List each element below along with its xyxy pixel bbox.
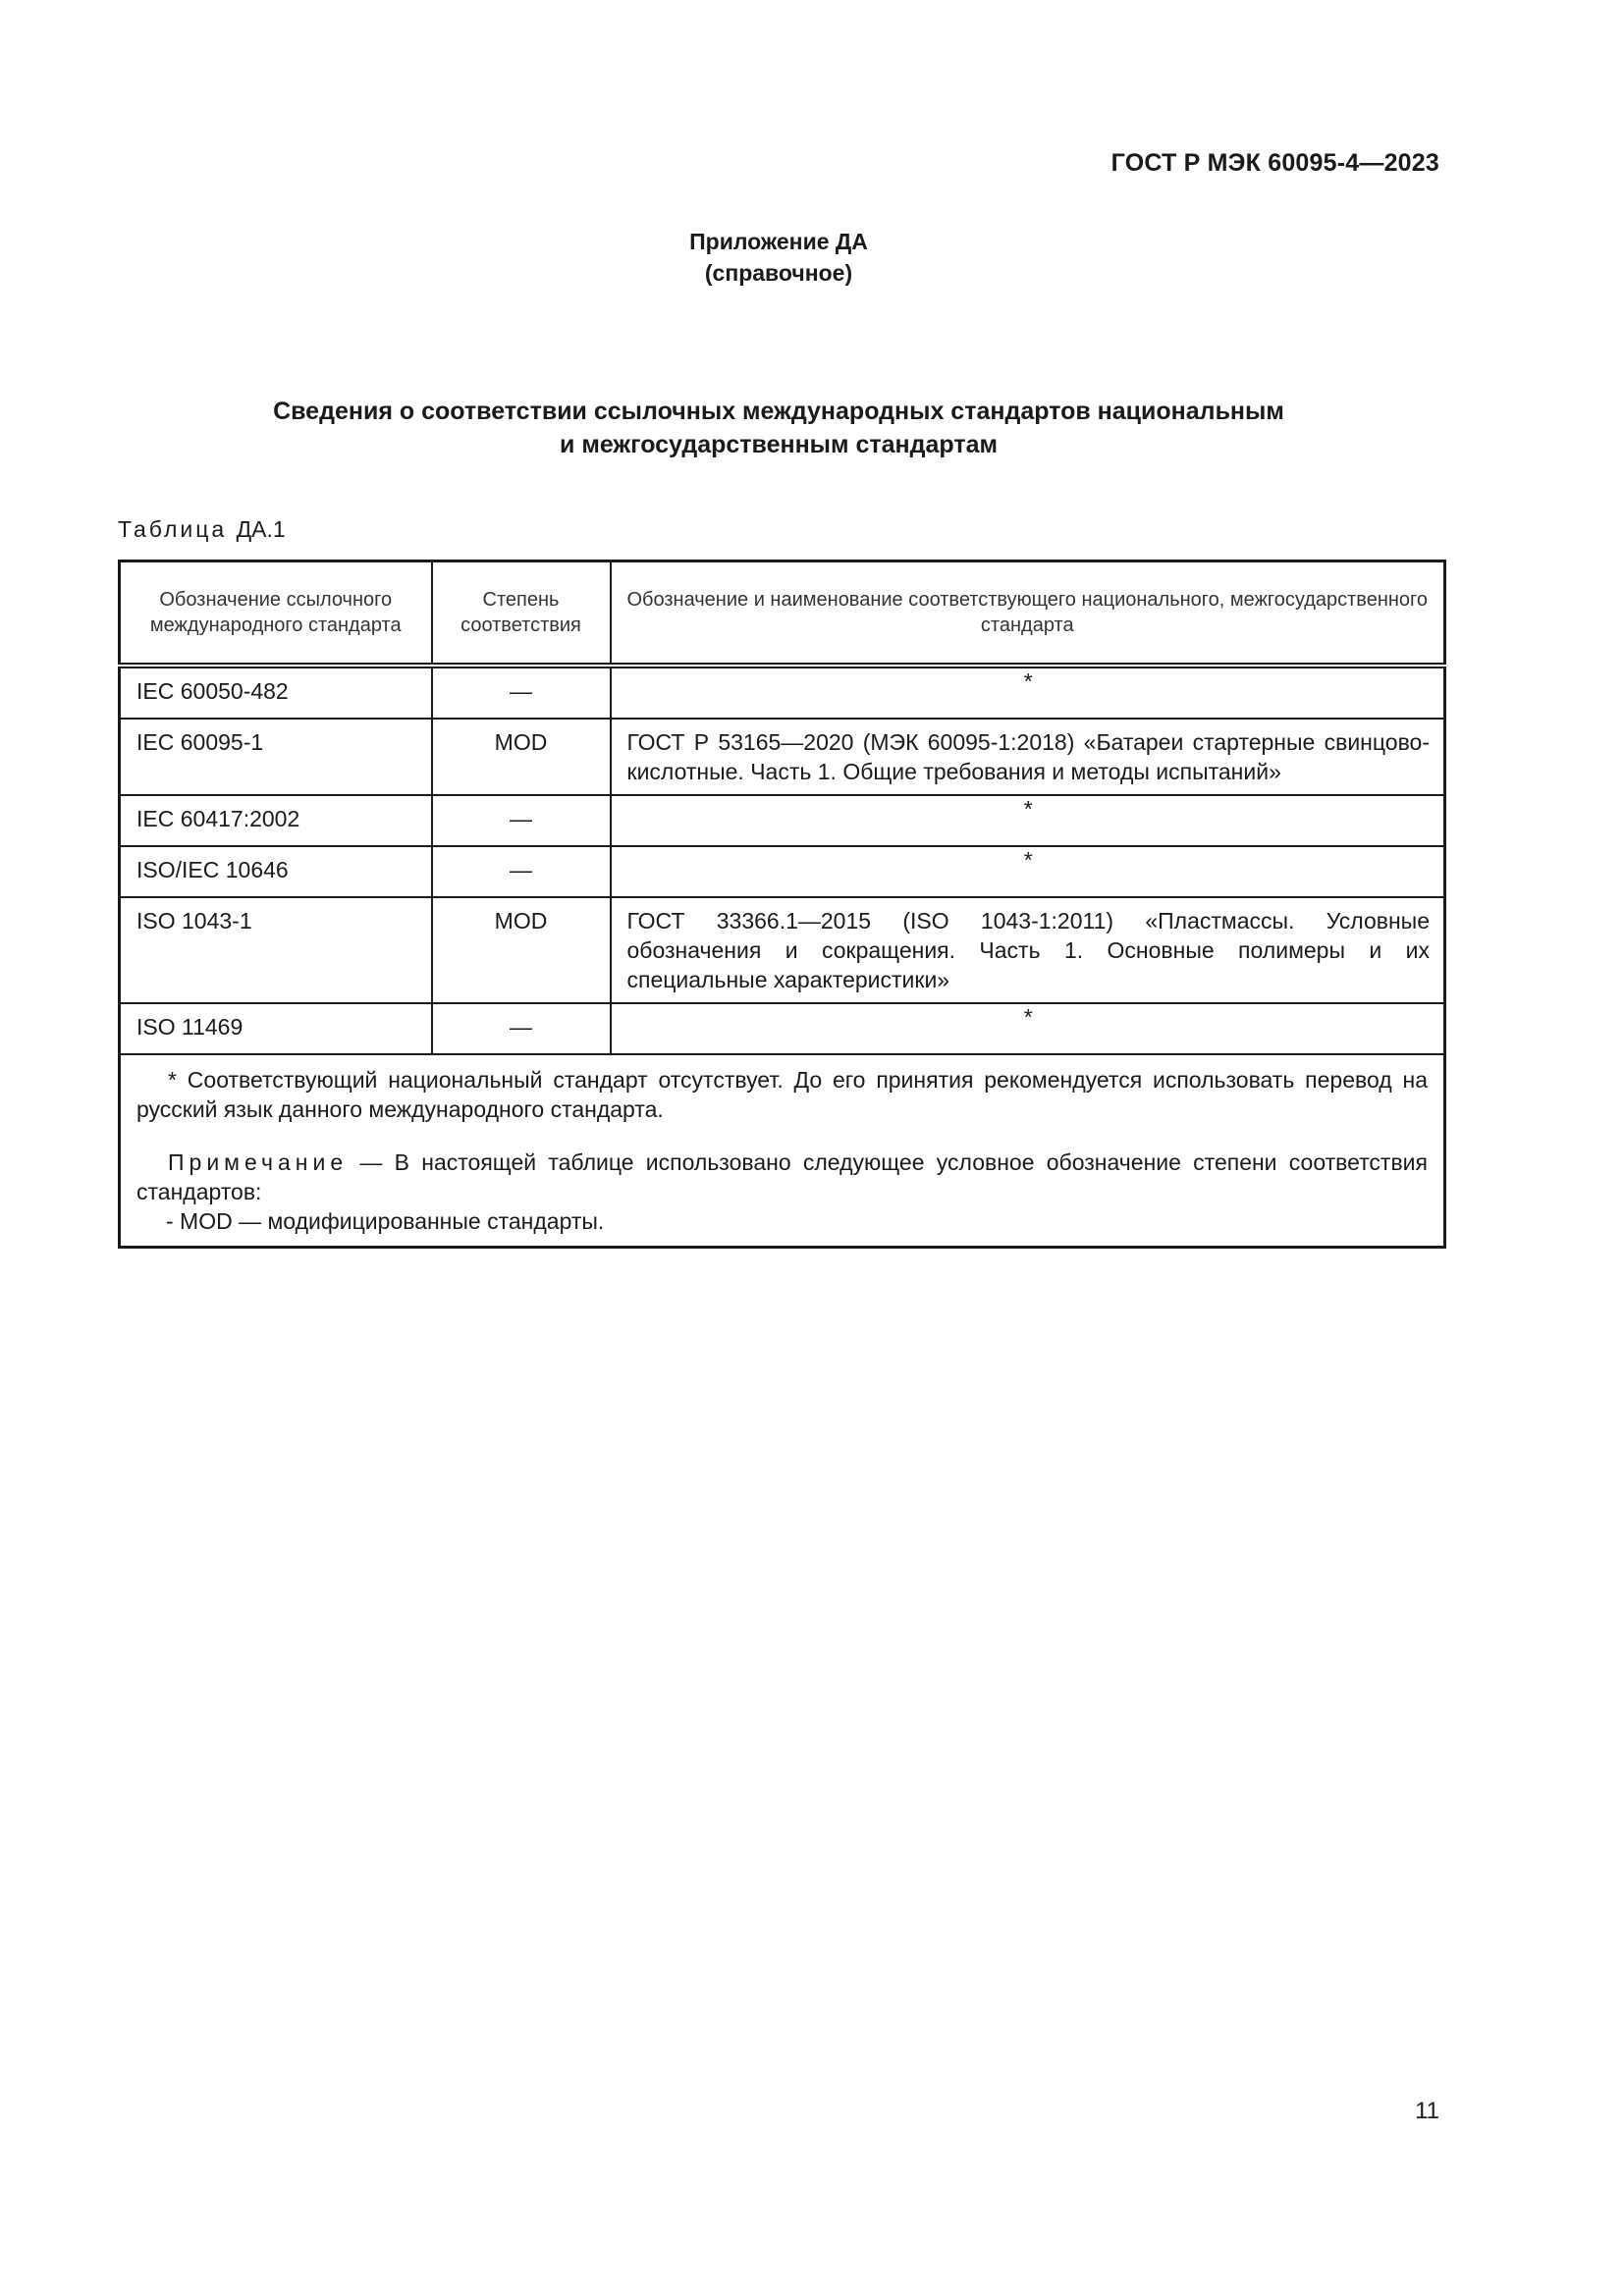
national-standard-cell: ГОСТ Р 53165—2020 (МЭК 60095-1:2018) «Батареи стартерные свинцово-кислотные. Часть 1. Общие требования и методы испытаний» bbox=[611, 719, 1445, 795]
header-ref-standard: Обозначение ссылочного международного стандарта bbox=[120, 561, 432, 667]
degree-cell: — bbox=[432, 1003, 611, 1054]
footnote-text: * Соответствующий национальный стандарт отсутствует. До его принятия рекомендуется использовать перевод на русский язык данного международного стандарта. bbox=[136, 1067, 1428, 1122]
ref-standard-cell: IEC 60095-1 bbox=[120, 719, 432, 795]
degree-cell: — bbox=[432, 846, 611, 897]
degree-cell: MOD bbox=[432, 719, 611, 795]
table-row bbox=[120, 1003, 1445, 1054]
ref-standard-cell: IEC 60050-482 bbox=[120, 666, 432, 719]
national-standard-cell: * bbox=[611, 846, 1445, 897]
correspondence-table bbox=[118, 560, 1446, 1249]
note-label: Примечание bbox=[168, 1149, 349, 1175]
ref-standard-cell: ISO 11469 bbox=[120, 1003, 432, 1054]
table-footnote-row bbox=[120, 1054, 1445, 1248]
page-number: 11 bbox=[1415, 2098, 1439, 2124]
national-standard-cell: * bbox=[611, 795, 1445, 846]
table-row bbox=[120, 666, 1445, 719]
degree-cell: MOD bbox=[432, 897, 611, 1003]
note-text: — В настоящей таблице использовано следующее условное обозначение степени соответствия стандартов: bbox=[136, 1149, 1428, 1204]
table-footnote bbox=[120, 1054, 1445, 1248]
table-row bbox=[120, 897, 1445, 1003]
document-code: ГОСТ Р МЭК 60095-4—2023 bbox=[1110, 149, 1439, 177]
table-header-row bbox=[120, 561, 1445, 667]
heading-line-1: Сведения о соответствии ссылочных международных стандартов национальным bbox=[273, 398, 1284, 425]
heading-line-2: и межгосударственным стандартам bbox=[560, 431, 998, 458]
national-standard-cell: ГОСТ 33366.1—2015 (ISO 1043-1:2011) «Пластмассы. Условные обозначения и сокращения. Часть 1. Основные полимеры и их специальные характеристики» bbox=[611, 897, 1445, 1003]
header-degree: Степень соответствия bbox=[432, 561, 611, 667]
table-caption bbox=[118, 516, 286, 543]
ref-standard-cell: ISO 1043-1 bbox=[120, 897, 432, 1003]
annex-type: (справочное) bbox=[704, 260, 853, 286]
degree-cell: — bbox=[432, 795, 611, 846]
national-standard-cell: * bbox=[611, 666, 1445, 719]
ref-standard-cell: IEC 60417:2002 bbox=[120, 795, 432, 846]
note-paragraph bbox=[136, 1148, 1428, 1206]
table-row bbox=[120, 719, 1445, 795]
ref-standard-cell: ISO/IEC 10646 bbox=[120, 846, 432, 897]
degree-cell: — bbox=[432, 666, 611, 719]
section-heading bbox=[0, 395, 1557, 461]
note-list-item: - MOD — модифицированные стандарты. bbox=[166, 1208, 605, 1234]
national-standard-cell: * bbox=[611, 1003, 1445, 1054]
table-row bbox=[120, 846, 1445, 897]
table-caption-number: ДА.1 bbox=[236, 516, 286, 542]
annex-title-block bbox=[0, 226, 1557, 289]
table-row bbox=[120, 795, 1445, 846]
header-national-standard: Обозначение и наименование соответствующего национального, межгосударственного стандарта bbox=[611, 561, 1445, 667]
annex-title: Приложение ДА bbox=[689, 229, 868, 254]
table-caption-label: Таблица bbox=[118, 516, 228, 542]
